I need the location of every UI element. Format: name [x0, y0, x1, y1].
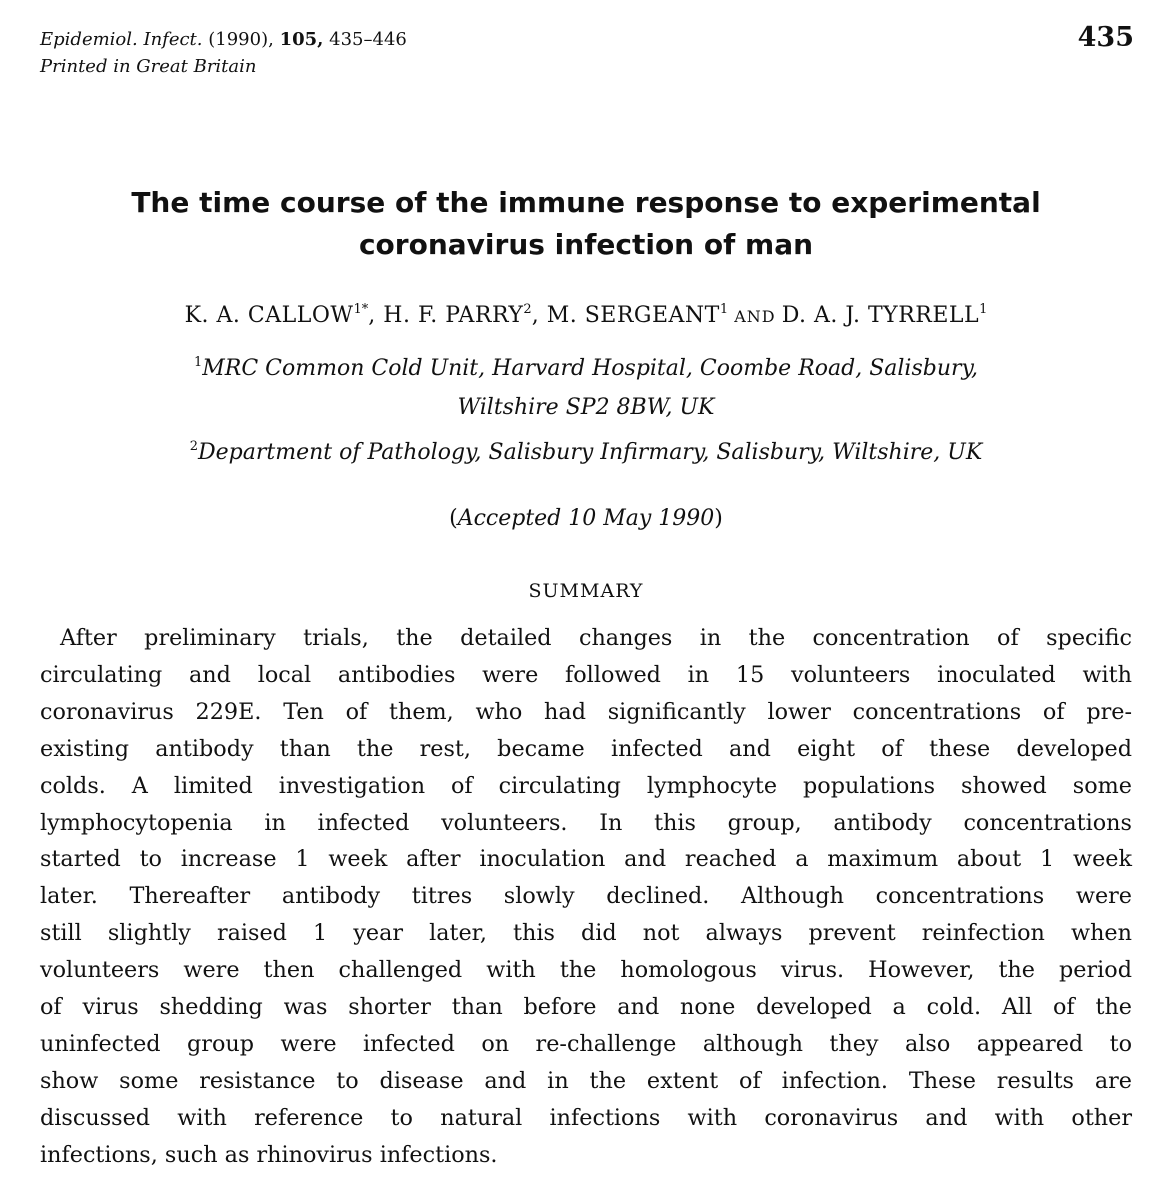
summary-line: volunteers were then challenged with the homologous virus. However, the period: [40, 957, 1132, 984]
accepted-date: [0, 506, 1172, 531]
summary-paragraph: [40, 620, 1132, 1174]
summary-line: colds. A limited investigation of circulating lymphocyte populations showed some: [40, 772, 1132, 799]
author-conjunction: AND: [728, 307, 782, 326]
citation-line: [40, 26, 407, 53]
author-list: [0, 302, 1172, 328]
affiliation-line: [0, 427, 1172, 472]
summary-line: later. Thereafter antibody titres slowly declined. Although concentrations were: [40, 883, 1132, 910]
author-name: , H. F. PARRY: [368, 303, 524, 328]
title-line-1: The time course of the immune response to experimental: [131, 186, 1041, 219]
affiliation-number: 2: [189, 439, 199, 454]
summary-line: discussed with reference to natural infections with coronavirus and with other: [40, 1104, 1132, 1131]
paren-close: ): [714, 506, 723, 531]
journal-pages: 435–446: [329, 29, 407, 50]
affiliation-2: [0, 427, 1172, 472]
journal-name: Epidemiol. Infect.: [40, 29, 203, 50]
summary-line: After preliminary trials, the detailed changes in the concentration of specific: [60, 625, 1132, 651]
author-name: K. A. CALLOW: [184, 303, 354, 328]
affiliation-line: [0, 343, 1172, 388]
title-line-2: coronavirus infection of man: [358, 228, 814, 261]
summary-line: of virus shedding was shorter than before and none developed a cold. All of the: [40, 994, 1132, 1021]
affiliation-1: [0, 343, 1172, 427]
journal-volume: 105,: [279, 29, 324, 50]
summary-line: still slightly raised 1 year later, this did not always prevent reinfection when: [40, 920, 1132, 947]
summary-line: lymphocytopenia in infected volunteers. In this group, antibody concentrations: [40, 809, 1132, 836]
summary-line: show some resistance to disease and in the extent of infection. These results are: [40, 1067, 1132, 1094]
page-number: 435: [1077, 22, 1134, 53]
paren-open: (: [449, 506, 458, 531]
author-affiliation-mark: 1*: [353, 302, 369, 317]
affiliation-line: Wiltshire SP2 8BW, UK: [457, 395, 715, 420]
affiliation-text: Department of Pathology, Salisbury Infirmary, Salisbury, Wiltshire, UK: [198, 440, 983, 465]
journal-year: (1990),: [208, 29, 274, 50]
summary-line: existing antibody than the rest, became infected and eight of these developed: [40, 735, 1132, 762]
summary-line: circulating and local antibodies were followed in 15 volunteers inoculated with: [40, 661, 1132, 688]
printed-in: Printed in Great Britain: [40, 56, 257, 77]
accepted-text: Accepted 10 May 1990: [457, 506, 715, 531]
summary-line: infections, such as rhinovirus infections.: [40, 1141, 498, 1168]
affiliation-number: 1: [193, 355, 203, 370]
summary-line: coronavirus 229E. Ten of them, who had significantly lower concentrations of pre-: [40, 698, 1132, 725]
author-name: , M. SERGEANT: [531, 303, 720, 328]
author-affiliation-mark: 1: [979, 302, 988, 317]
affiliation-text: MRC Common Cold Unit, Harvard Hospital, Coombe Road, Salisbury,: [202, 356, 979, 381]
journal-citation: [40, 26, 407, 80]
paper-title: [0, 182, 1172, 266]
summary-heading: SUMMARY: [528, 580, 644, 602]
author-name: D. A. J. TYRRELL: [781, 303, 980, 328]
summary-line: uninfected group were infected on re-challenge although they also appeared to: [40, 1030, 1132, 1057]
author-affiliation-mark: 1: [719, 302, 729, 317]
author-affiliation-mark: 2: [523, 302, 532, 317]
summary-line: started to increase 1 week after inoculation and reached a maximum about 1 week: [40, 846, 1132, 873]
